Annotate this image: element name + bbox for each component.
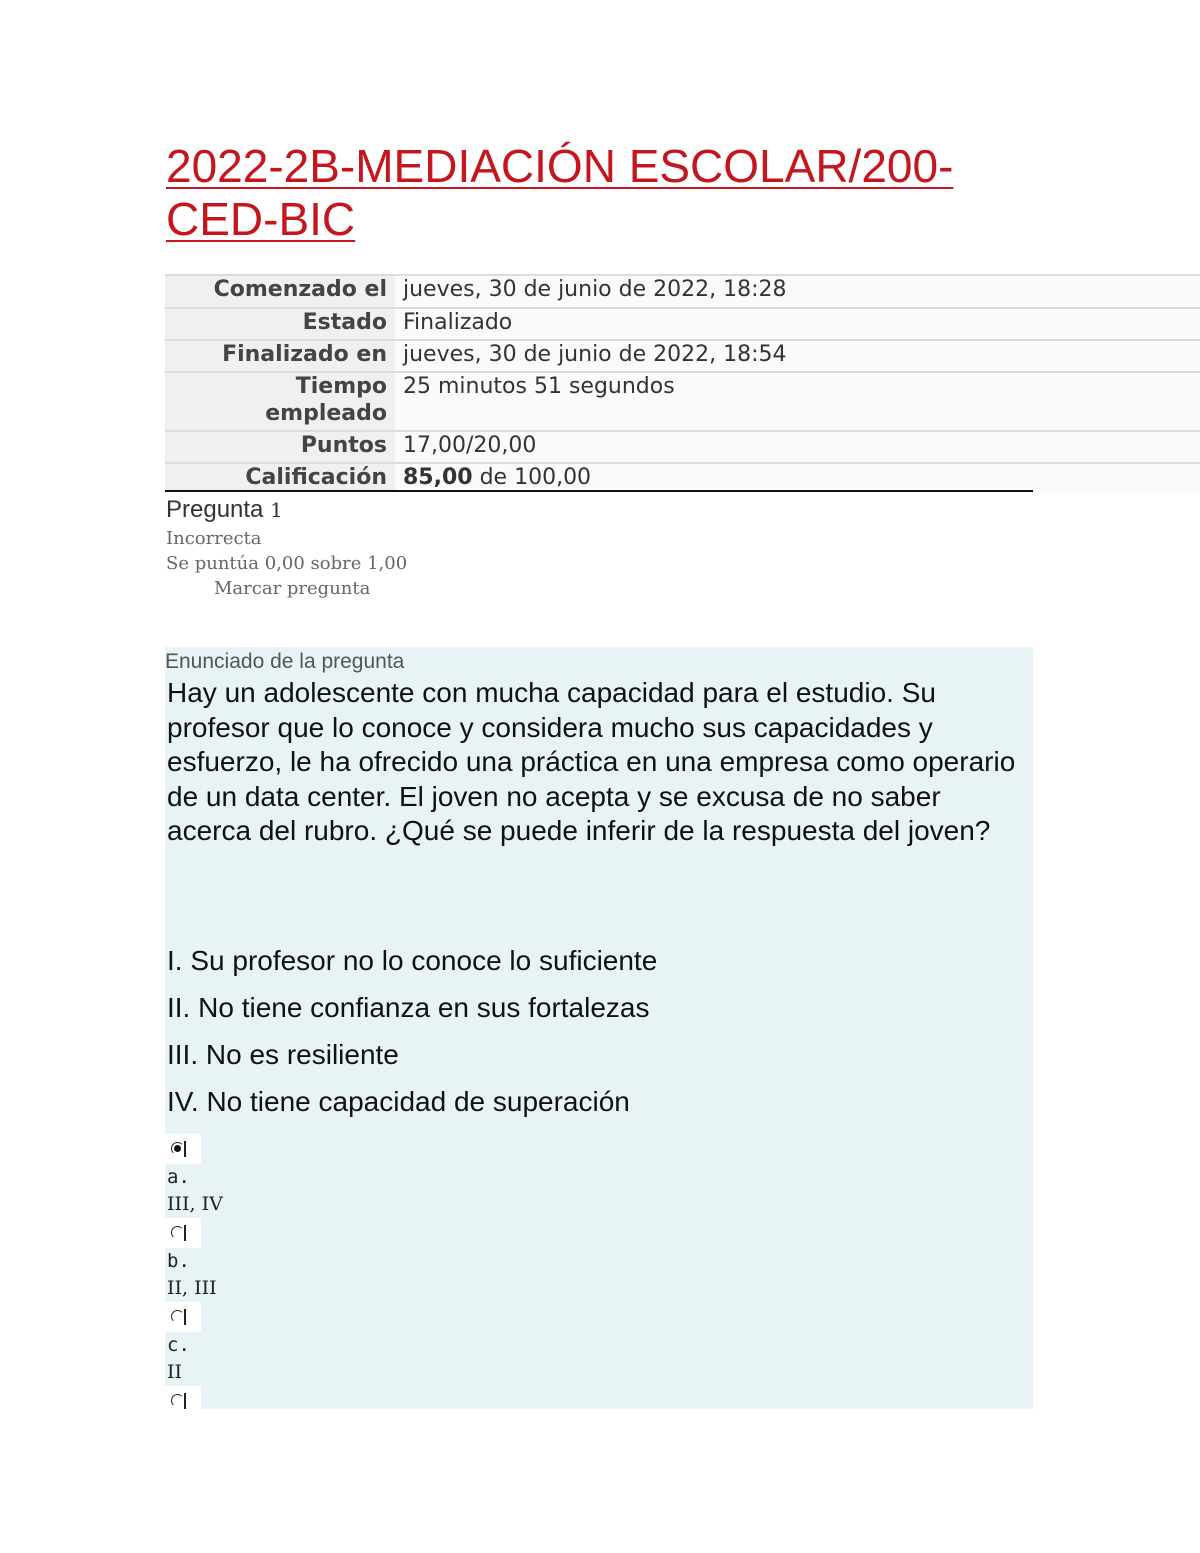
option-b-letter: b. (167, 1250, 190, 1272)
question-info (166, 496, 407, 599)
option-a-text[interactable]: III, IV (167, 1193, 223, 1215)
option-c-letter: c. (167, 1334, 190, 1356)
question-number-value: 1 (270, 498, 283, 522)
radio-selected-icon (171, 1142, 184, 1155)
summary-row-time-taken (165, 372, 1200, 431)
grade-score: 85,00 (403, 465, 473, 490)
radio-unselected-icon (171, 1310, 184, 1323)
summary-label-started: Comenzado el (165, 275, 395, 308)
question-number-label: Pregunta (166, 496, 264, 523)
question-statement-label: Enunciado de la pregunta (165, 650, 405, 673)
option-d-radio[interactable] (165, 1386, 201, 1416)
text-cursor-icon (184, 1309, 186, 1325)
summary-row-finished (165, 340, 1200, 372)
course-title-link[interactable]: 2022-2B-MEDIACIÓN ESCOLAR/200-CED-BIC (166, 140, 954, 245)
summary-label-points: Puntos (165, 431, 395, 463)
grade-total: de 100,00 (472, 465, 592, 490)
question-number (166, 496, 407, 524)
summary-row-grade (165, 463, 1200, 492)
option-b-text[interactable]: II, III (167, 1277, 217, 1299)
radio-unselected-icon (171, 1394, 184, 1407)
summary-row-started (165, 275, 1200, 308)
text-cursor-icon (184, 1225, 186, 1241)
summary-value-finished: jueves, 30 de junio de 2022, 18:54 (395, 340, 1200, 372)
flag-question-link[interactable]: Marcar pregunta (214, 578, 371, 599)
option-a-letter: a. (167, 1166, 190, 1188)
summary-label-state: Estado (165, 308, 395, 340)
option-c-radio[interactable] (165, 1302, 201, 1332)
statement-item: III. No es resiliente (167, 1039, 399, 1070)
attempt-summary-table (165, 274, 1200, 492)
summary-label-grade: Calificación (165, 463, 395, 492)
statement-item: IV. No tiene capacidad de superación (167, 1086, 630, 1117)
answer-options (165, 1134, 365, 1416)
summary-label-time-taken: Tiempo empleado (165, 372, 395, 431)
summary-value-grade (395, 463, 1200, 492)
option-c-text[interactable]: II (167, 1361, 183, 1383)
option-b-radio[interactable] (165, 1218, 201, 1248)
text-cursor-icon (184, 1393, 186, 1409)
statement-list (167, 937, 657, 1125)
summary-value-state: Finalizado (395, 308, 1200, 340)
statement-item: II. No tiene confianza en sus fortalezas (167, 992, 650, 1023)
question-grade: Se puntúa 0,00 sobre 1,00 (166, 553, 408, 574)
summary-row-state (165, 308, 1200, 340)
statement-item: I. Su profesor no lo conoce lo suficiente (167, 945, 658, 976)
question-content-panel (165, 647, 1033, 1409)
question-text: Hay un adolescente con mucha capacidad para el estudio. Su profesor que lo conoce y considera mucho sus capacidades y esfuerzo, le ha ofrecido una práctica en una empresa como operario de un data center. El joven no acepta y se excusa de no saber acerca del rubro. ¿Qué se puede inferir de la respuesta del joven? (167, 677, 1016, 846)
question-state: Incorrecta (166, 528, 262, 549)
text-cursor-icon (184, 1141, 186, 1157)
radio-unselected-icon (171, 1226, 184, 1239)
summary-value-points: 17,00/20,00 (395, 431, 1200, 463)
summary-value-started: jueves, 30 de junio de 2022, 18:28 (395, 275, 1200, 308)
summary-row-points (165, 431, 1200, 463)
summary-label-finished: Finalizado en (165, 340, 395, 372)
option-a-radio[interactable] (165, 1134, 201, 1164)
summary-divider (165, 490, 1033, 492)
summary-value-time-taken: 25 minutos 51 segundos (395, 372, 1200, 431)
